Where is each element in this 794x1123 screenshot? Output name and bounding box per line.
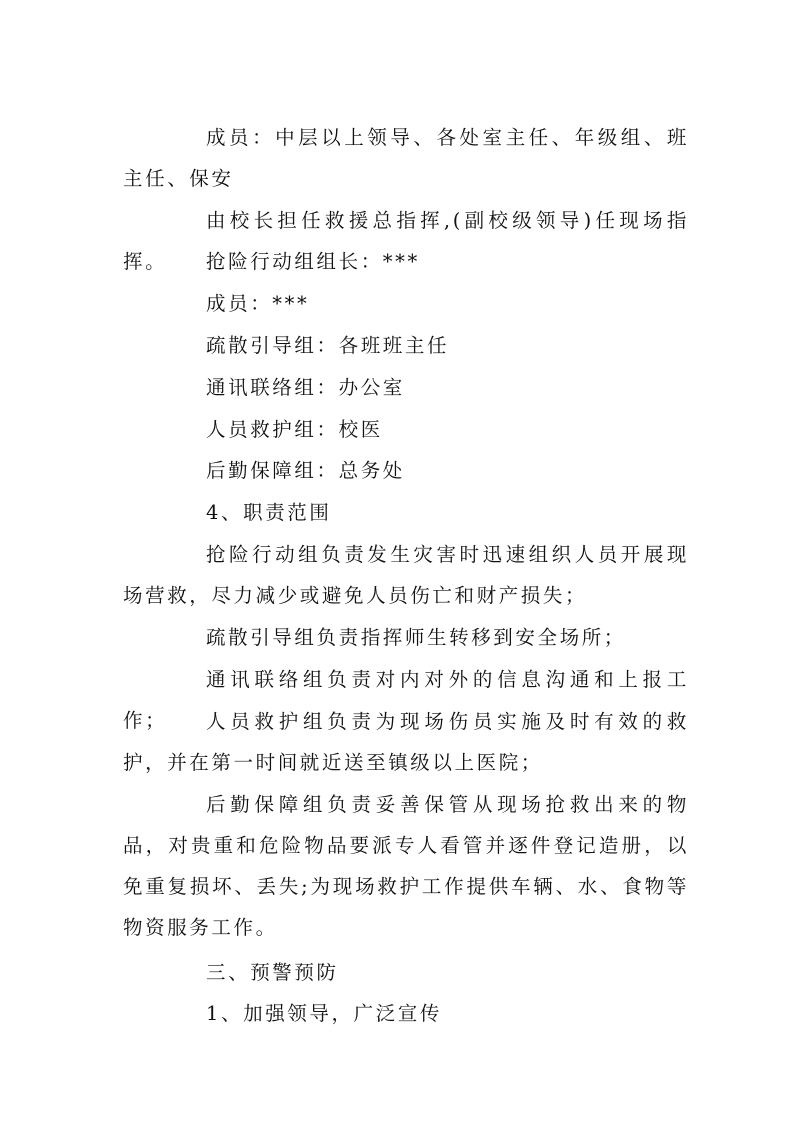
section-heading-early-warning: 三、预警预防 [206,960,339,984]
paragraph-evacuation-team: 疏散引导组：各班班主任 [206,333,450,357]
paragraph-commander: 由校长担任救援总指挥,(副校级领导)任现场指挥。 [123,208,689,273]
subsection-heading-leadership: 1、加强领导，广泛宣传 [206,1001,443,1025]
section-heading-responsibilities: 4、职责范围 [206,500,332,524]
paragraph-logistics-duty: 后勤保障组负责妥善保管从现场抢救出来的物品，对贵重和危险物品要派专人看管并逐件登记造册，以免重复损坏、丢失;为现场救护工作提供车辆、水、食物等物资服务工作。 [123,792,689,939]
paragraph-medical-team: 人员救护组：校医 [206,417,383,441]
paragraph-communication-duty: 通讯联络组负责对内对外的信息沟通和上报工作； [123,667,689,732]
paragraph-medical-duty: 人员救护组负责为现场伤员实施及时有效的救护，并在第一时间就近送至镇级以上医院； [123,709,689,774]
paragraph-rescue-team-leader: 抢险行动组组长：*** [206,249,420,273]
paragraph-rescue-duty: 抢险行动组负责发生灾害时迅速组织人员开展现场营救，尽力减少或避免人员伤亡和财产损失； [123,542,689,607]
paragraph-evacuation-duty: 疏散引导组负责指挥师生转移到安全场所； [206,625,626,649]
paragraph-logistics-team: 后勤保障组：总务处 [206,458,405,482]
paragraph-communication-team: 通讯联络组：办公室 [206,375,405,399]
paragraph-rescue-team-members: 成员：*** [206,291,310,315]
paragraph-members-list: 成员：中层以上领导、各处室主任、年级组、班主任、保安 [123,125,689,190]
